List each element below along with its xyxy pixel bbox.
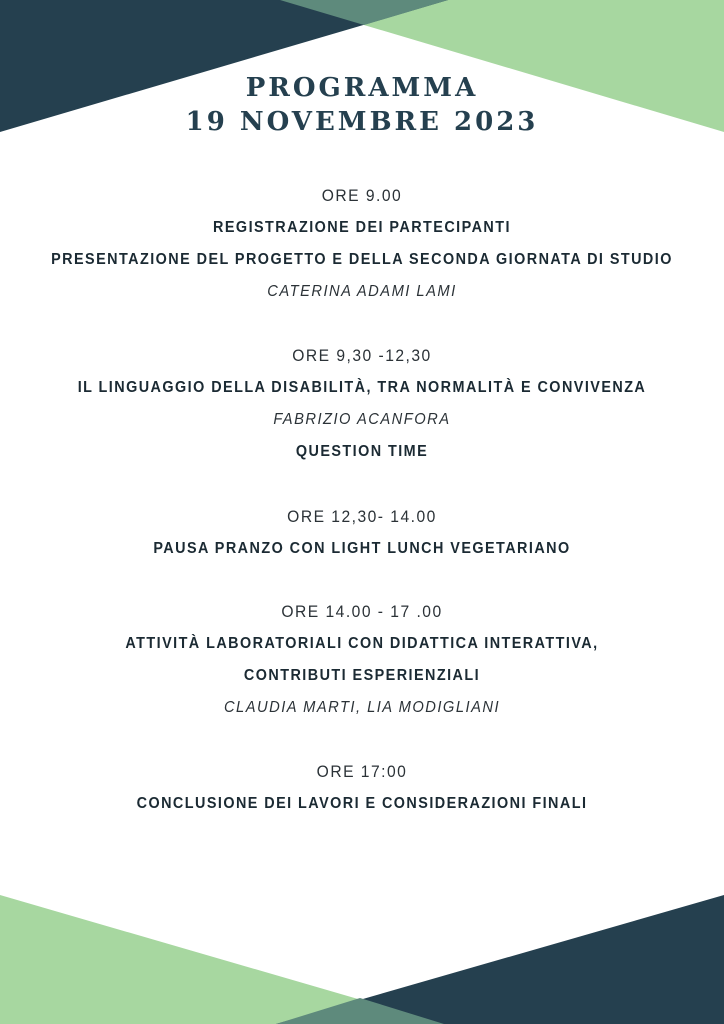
session-4-time: ORE 14.00 - 17 .00 <box>281 602 443 621</box>
session-2-title-line-1: IL LINGUAGGIO DELLA DISABILITÀ, TRA NORMALITÀ E CONVIVENZA <box>77 379 647 396</box>
session-4-speaker: CLAUDIA MARTI, LIA MODIGLIANI <box>223 699 501 716</box>
session-2-speaker: FABRIZIO ACANFORA <box>273 411 451 428</box>
session-5-title-line-1: CONCLUSIONE DEI LAVORI E CONSIDERAZIONI FINALI <box>136 795 588 812</box>
session-1-title-line-2: PRESENTAZIONE DEL PROGETTO E DELLA SECONDA GIORNATA DI STUDIO <box>51 251 673 268</box>
page-date: 19 NOVEMBRE 2023 <box>185 107 539 137</box>
session-3-time: ORE 12,30- 14.00 <box>287 507 437 526</box>
session-5-time: ORE 17:00 <box>316 762 408 781</box>
session-1-speaker: CATERINA ADAMI LAMI <box>267 283 457 300</box>
page-title: PROGRAMMA <box>245 73 479 103</box>
session-2-time: ORE 9,30 -12,30 <box>292 346 432 365</box>
session-1-time: ORE 9.00 <box>321 186 403 205</box>
session-2-extra: QUESTION TIME <box>295 443 429 460</box>
session-4-title-line-2: CONTRIBUTI ESPERIENZIALI <box>243 667 481 684</box>
session-1-title-line-1: REGISTRAZIONE DEI PARTECIPANTI <box>213 219 511 236</box>
session-4-title-line-1: ATTIVITÀ LABORATORIALI CON DIDATTICA INTERATTIVA, <box>125 635 599 652</box>
session-3-title-line-1: PAUSA PRANZO CON LIGHT LUNCH VEGETARIANO <box>153 540 571 557</box>
